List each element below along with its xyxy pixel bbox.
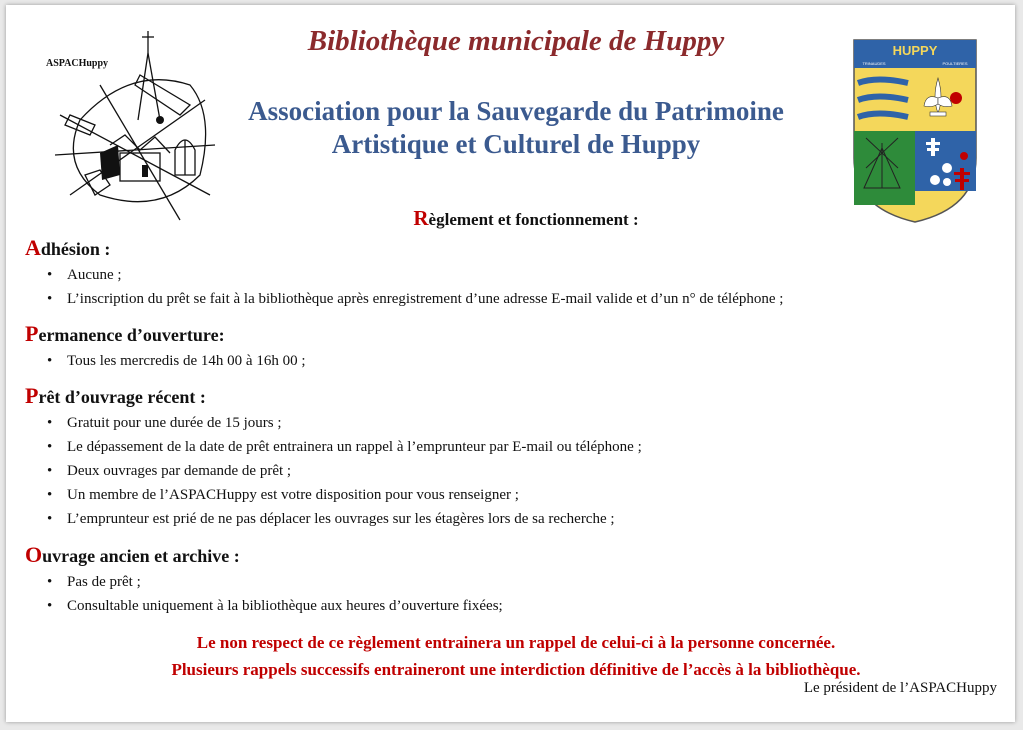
section-list — [25, 349, 305, 373]
windmill-sketch-icon — [40, 25, 222, 230]
crest-left-label: TRINAUDES — [862, 61, 886, 66]
association-line-2: Artistique et Culturel de Huppy — [331, 129, 701, 159]
crest-right-label: POULTIERES — [942, 61, 968, 66]
page-title: Bibliothèque municipale de Huppy — [307, 25, 725, 57]
rules-heading-initial: R — [413, 206, 429, 230]
list-item: • Consultable uniquement à la bibliothèque aux heures d’ouverture fixées; — [67, 594, 503, 618]
section-title: rêt d’ouvrage récent : — [38, 387, 206, 407]
huppy-coat-of-arms — [852, 38, 978, 224]
section-heading — [25, 321, 305, 347]
section-initial: P — [25, 383, 39, 408]
list-item: • Le dépassement de la date de prêt entrainera un rappel à l’emprunteur par E-mail ou téléphone ; — [67, 435, 642, 459]
section-ouvrage-ancien — [25, 542, 503, 618]
warning-line-2: Plusieurs rappels successifs entraineront une interdiction définitive de l’accès à la bibliothèque. — [171, 660, 861, 679]
section-title: ermanence d’ouverture: — [38, 325, 225, 345]
list-item: • Pas de prêt ; — [67, 570, 503, 594]
list-item: • L’inscription du prêt se fait à la bibliothèque après enregistrement d’une adresse E-mail valide et d’un n° de téléphone ; — [67, 287, 783, 311]
section-title: dhésion : — [40, 239, 111, 259]
association-name — [211, 95, 821, 161]
section-heading — [25, 383, 642, 409]
coat-of-arms-icon — [852, 38, 978, 224]
list-item: • Un membre de l’ASPACHuppy est votre disposition pour vous renseigner ; — [67, 483, 642, 507]
aspachuppy-logo — [40, 25, 222, 230]
section-adhesion — [25, 235, 783, 311]
section-pret-recent — [25, 383, 642, 531]
signature: Le président de l’ASPACHuppy — [803, 680, 997, 696]
list-item: • Gratuit pour une durée de 15 jours ; — [67, 411, 642, 435]
rules-heading-text: èglement et fonctionnement : — [428, 210, 639, 229]
list-item: • Aucune ; — [67, 263, 783, 287]
section-heading — [25, 542, 503, 568]
document-page — [6, 5, 1015, 722]
section-initial: A — [25, 235, 41, 260]
logo-label: ASPACHuppy — [46, 58, 109, 69]
warning-notice — [66, 629, 966, 683]
section-list — [25, 263, 783, 311]
section-initial: O — [25, 542, 43, 567]
section-permanence — [25, 321, 305, 373]
section-title: uvrage ancien et archive : — [42, 546, 240, 566]
crest-name: HUPPY — [892, 43, 938, 58]
section-list — [25, 570, 503, 618]
section-list — [25, 411, 642, 531]
list-item: • L’emprunteur est prié de ne pas déplacer les ouvrages sur les étagères lors de sa recherche ; — [67, 507, 642, 531]
association-line-1: Association pour la Sauvegarde du Patrimoine — [248, 96, 784, 126]
section-heading — [25, 235, 783, 261]
section-initial: P — [25, 321, 39, 346]
list-item: • Deux ouvrages par demande de prêt ; — [67, 459, 642, 483]
rules-heading — [326, 206, 726, 231]
warning-line-1: Le non respect de ce règlement entrainera un rappel de celui-ci à la personne concernée. — [196, 633, 836, 652]
list-item: • Tous les mercredis de 14h 00 à 16h 00 ; — [67, 349, 305, 373]
